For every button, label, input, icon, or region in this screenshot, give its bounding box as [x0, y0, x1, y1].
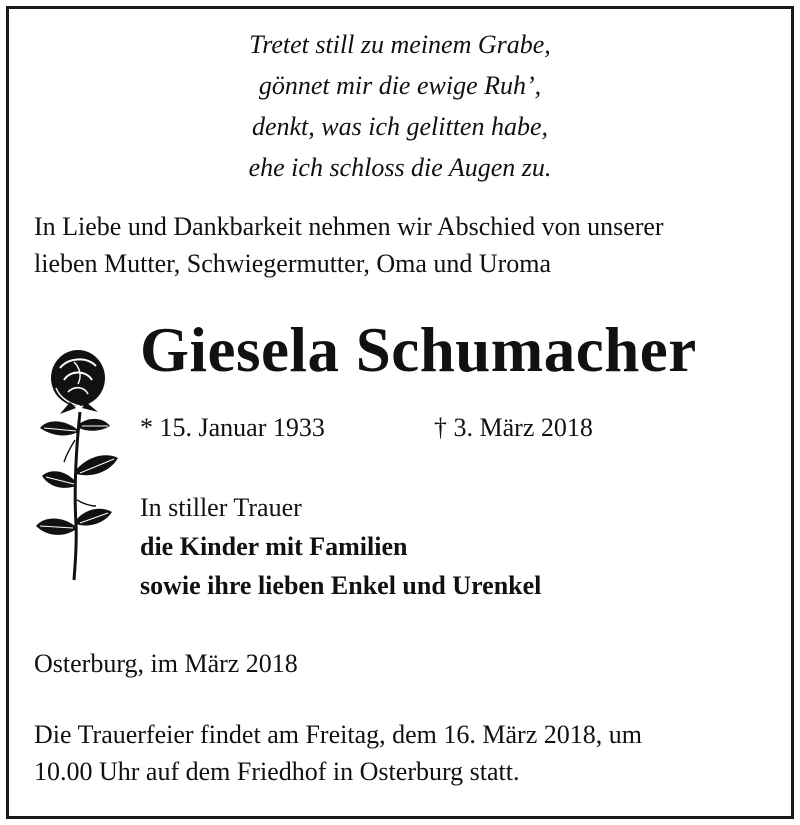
- ceremony-info: [34, 716, 774, 790]
- poem: [0, 24, 800, 188]
- rose-icon: [30, 340, 125, 585]
- intro-line: In Liebe und Dankbarkeit nehmen wir Abschied von unserer: [34, 212, 664, 241]
- intro-line: lieben Mutter, Schwiegermutter, Oma und Uroma: [34, 249, 552, 278]
- poem-line: ehe ich schloss die Augen zu.: [248, 153, 552, 182]
- death-date: † 3. März 2018: [434, 413, 593, 442]
- mourners: [140, 488, 541, 605]
- poem-line: denkt, was ich gelitten habe,: [251, 112, 549, 141]
- poem-line: Tretet still zu meinem Grabe,: [249, 30, 551, 59]
- place-date: Osterburg, im März 2018: [34, 649, 298, 678]
- deceased-name: Giesela Schumacher: [140, 315, 697, 385]
- ceremony-line: Die Trauerfeier findet am Freitag, dem 16. März 2018, um: [34, 720, 642, 749]
- birth-date: * 15. Januar 1933: [140, 413, 325, 442]
- ceremony-line: 10.00 Uhr auf dem Friedhof in Osterburg statt.: [34, 757, 520, 786]
- intro-text: [34, 208, 774, 282]
- mourners-lead: In stiller Trauer: [140, 493, 302, 522]
- mourners-line: die Kinder mit Familien: [140, 532, 408, 561]
- life-dates: [140, 410, 593, 446]
- mourners-line: sowie ihre lieben Enkel und Urenkel: [140, 571, 542, 600]
- poem-line: gönnet mir die ewige Ruh’,: [258, 71, 542, 100]
